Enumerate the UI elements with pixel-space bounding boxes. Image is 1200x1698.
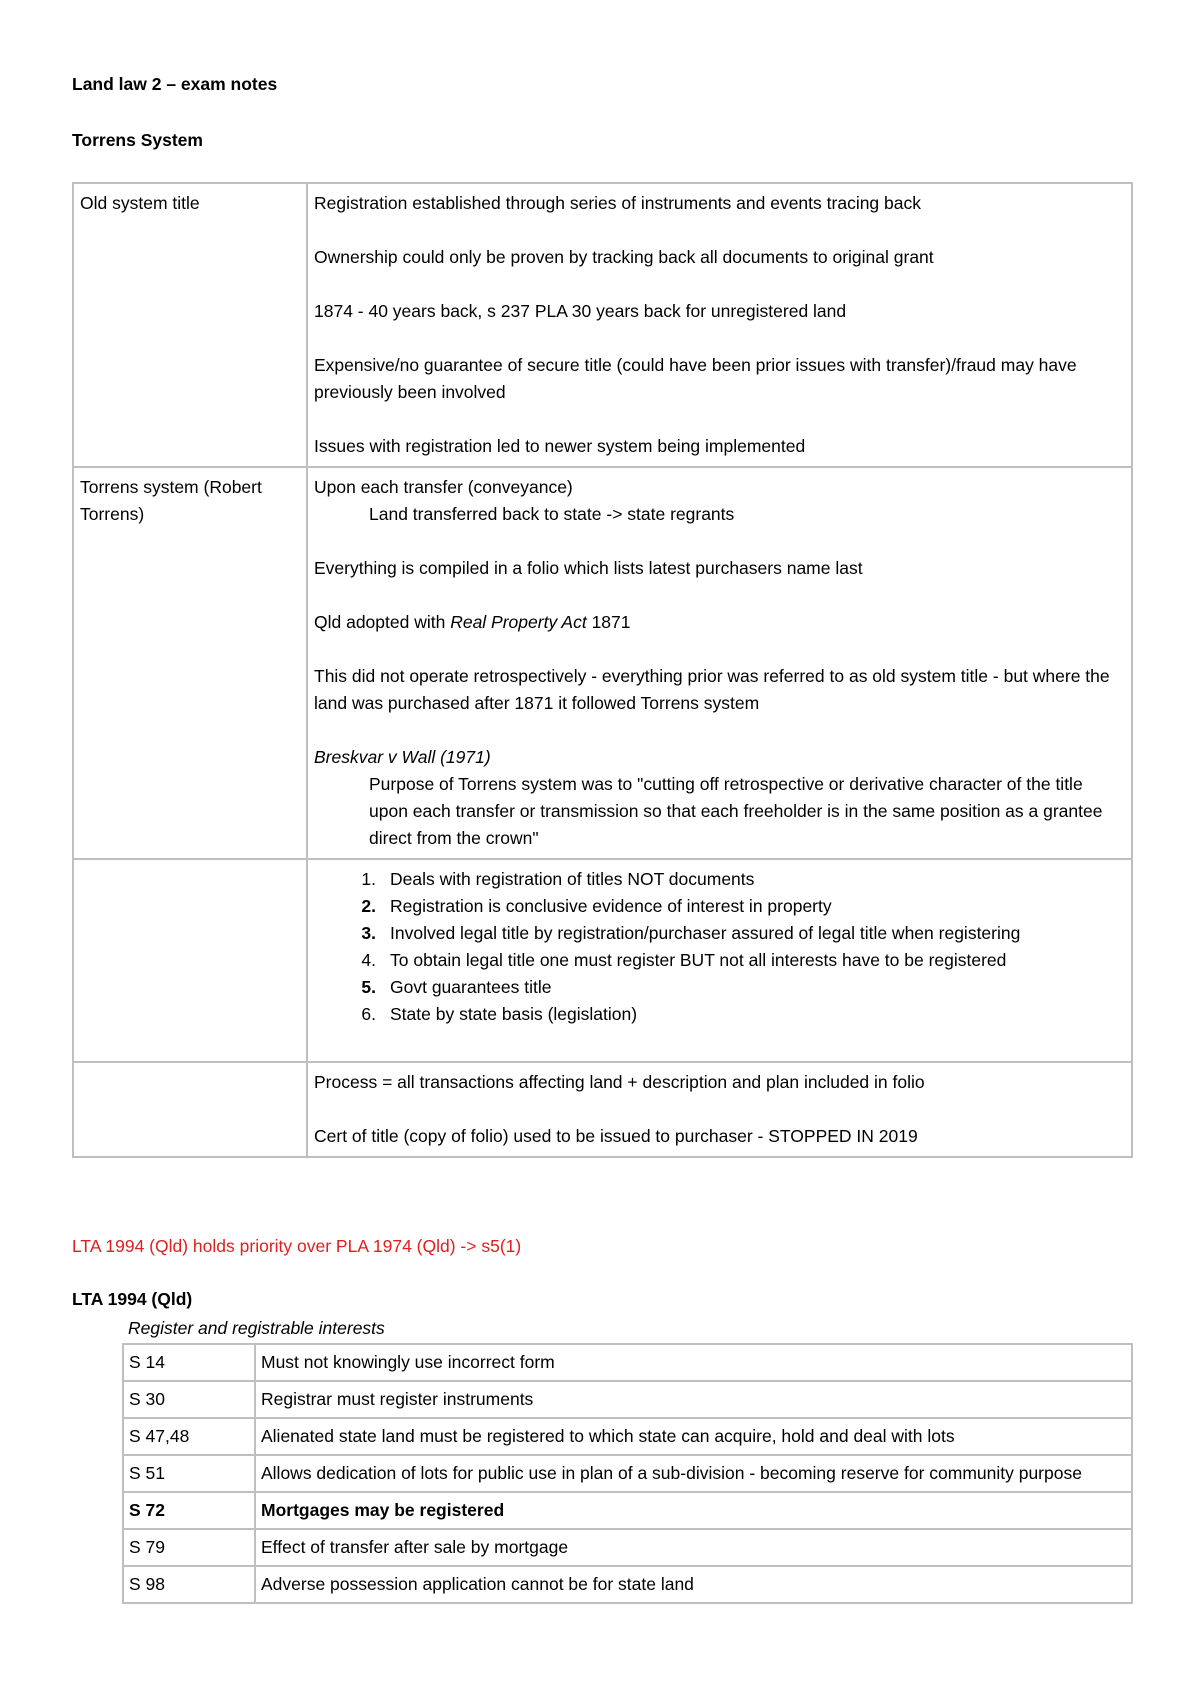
paragraph: Everything is compiled in a folio which lists latest purchasers name last bbox=[314, 558, 863, 578]
table-row bbox=[73, 467, 1132, 859]
list-text: Registration is conclusive evidence of interest in property bbox=[390, 896, 832, 916]
list-number: 2. bbox=[361, 896, 376, 916]
section-description: Registrar must register instruments bbox=[255, 1381, 1132, 1418]
row-label-empty bbox=[73, 859, 307, 1062]
section-number: S 79 bbox=[123, 1529, 255, 1566]
table-row bbox=[73, 859, 1132, 1062]
section-number: S 72 bbox=[123, 1492, 255, 1529]
paragraph: Cert of title (copy of folio) used to be issued to purchaser - STOPPED IN 2019 bbox=[314, 1126, 918, 1146]
paragraph: Ownership could only be proven by tracking back all documents to original grant bbox=[314, 247, 934, 267]
section-number: S 51 bbox=[123, 1455, 255, 1492]
paragraph: Process = all transactions affecting land + description and plan included in folio bbox=[314, 1072, 925, 1092]
case-name bbox=[314, 744, 1125, 771]
section-number: S 14 bbox=[123, 1344, 255, 1381]
section-description: Allows dedication of lots for public use in plan of a sub-division - becoming reserve for community purpose bbox=[255, 1455, 1132, 1492]
list-item bbox=[314, 947, 1125, 974]
list-number: 3. bbox=[361, 923, 376, 943]
row-label-empty bbox=[73, 1062, 307, 1157]
paragraph: Registration established through series of instruments and events tracing back bbox=[314, 193, 921, 213]
table-row bbox=[123, 1455, 1132, 1492]
table-row bbox=[123, 1492, 1132, 1529]
paragraph: 1874 - 40 years back, s 237 PLA 30 years back for unregistered land bbox=[314, 301, 847, 321]
row-content bbox=[307, 1062, 1132, 1157]
list-text: Govt guarantees title bbox=[390, 977, 552, 997]
row-label bbox=[73, 467, 307, 859]
text-run: 1871 bbox=[586, 612, 631, 632]
table-row bbox=[123, 1344, 1132, 1381]
row-content bbox=[307, 859, 1132, 1062]
act-name: Real Property Act bbox=[450, 612, 587, 632]
indented-paragraph: Land transferred back to state -> state regrants bbox=[369, 504, 735, 524]
list-item bbox=[314, 893, 1125, 920]
list-item bbox=[314, 866, 1125, 893]
section-title: Torrens System bbox=[72, 130, 203, 150]
section-description: Must not knowingly use incorrect form bbox=[255, 1344, 1132, 1381]
lta-heading: LTA 1994 (Qld) bbox=[72, 1289, 193, 1309]
table-row bbox=[123, 1418, 1132, 1455]
priority-note: LTA 1994 (Qld) holds priority over PLA 1974 (Qld) -> s5(1) bbox=[72, 1236, 522, 1256]
list-text: Deals with registration of titles NOT documents bbox=[390, 869, 755, 889]
list-item bbox=[314, 1001, 1125, 1028]
case-quote: Purpose of Torrens system was to "cutting off retrospective or derivative character of the title upon each transfer or transmission so that each freeholder is in the same position as a grantee direct from the crown" bbox=[369, 774, 1103, 848]
list-item bbox=[314, 920, 1125, 947]
paragraph: Upon each transfer (conveyance) bbox=[314, 477, 573, 497]
old-system-label: Old system title bbox=[80, 193, 200, 213]
paragraph: Expensive/no guarantee of secure title (could have been prior issues with transfer)/fraud may have previously been involved bbox=[314, 355, 1077, 402]
row-content bbox=[307, 467, 1132, 859]
case-name-text: Breskvar v Wall (1971) bbox=[314, 747, 491, 767]
sections-table bbox=[122, 1343, 1133, 1604]
document-title: Land law 2 – exam notes bbox=[72, 74, 278, 94]
section-description: Adverse possession application cannot be for state land bbox=[255, 1566, 1132, 1603]
torrens-table bbox=[72, 182, 1133, 1158]
list-number: 6. bbox=[361, 1004, 376, 1024]
list-text: State by state basis (legislation) bbox=[390, 1004, 638, 1024]
row-label bbox=[73, 183, 307, 467]
torrens-system-label: Torrens system (Robert Torrens) bbox=[80, 477, 262, 524]
section-number: S 30 bbox=[123, 1381, 255, 1418]
table-row bbox=[123, 1529, 1132, 1566]
paragraph bbox=[314, 609, 1125, 636]
lta-subheading: Register and registrable interests bbox=[128, 1318, 385, 1338]
section-number: S 47,48 bbox=[123, 1418, 255, 1455]
section-description: Effect of transfer after sale by mortgage bbox=[255, 1529, 1132, 1566]
section-number: S 98 bbox=[123, 1566, 255, 1603]
section-description: Alienated state land must be registered to which state can acquire, hold and deal with lots bbox=[255, 1418, 1132, 1455]
list-item bbox=[314, 974, 1125, 1001]
table-row bbox=[73, 183, 1132, 467]
paragraph: This did not operate retrospectively - everything prior was referred to as old system title - but where the land was purchased after 1871 it followed Torrens system bbox=[314, 666, 1110, 713]
text-run: Qld adopted with bbox=[314, 612, 451, 632]
list-text: To obtain legal title one must register BUT not all interests have to be registered bbox=[390, 950, 1007, 970]
table-row bbox=[73, 1062, 1132, 1157]
section-description: Mortgages may be registered bbox=[255, 1492, 1132, 1529]
table-row bbox=[123, 1566, 1132, 1603]
paragraph: Issues with registration led to newer system being implemented bbox=[314, 436, 806, 456]
list-number: 1. bbox=[361, 869, 376, 889]
list-number: 5. bbox=[361, 977, 376, 997]
row-content bbox=[307, 183, 1132, 467]
list-number: 4. bbox=[361, 950, 376, 970]
table-row bbox=[123, 1381, 1132, 1418]
list-text: Involved legal title by registration/purchaser assured of legal title when registering bbox=[390, 923, 1021, 943]
